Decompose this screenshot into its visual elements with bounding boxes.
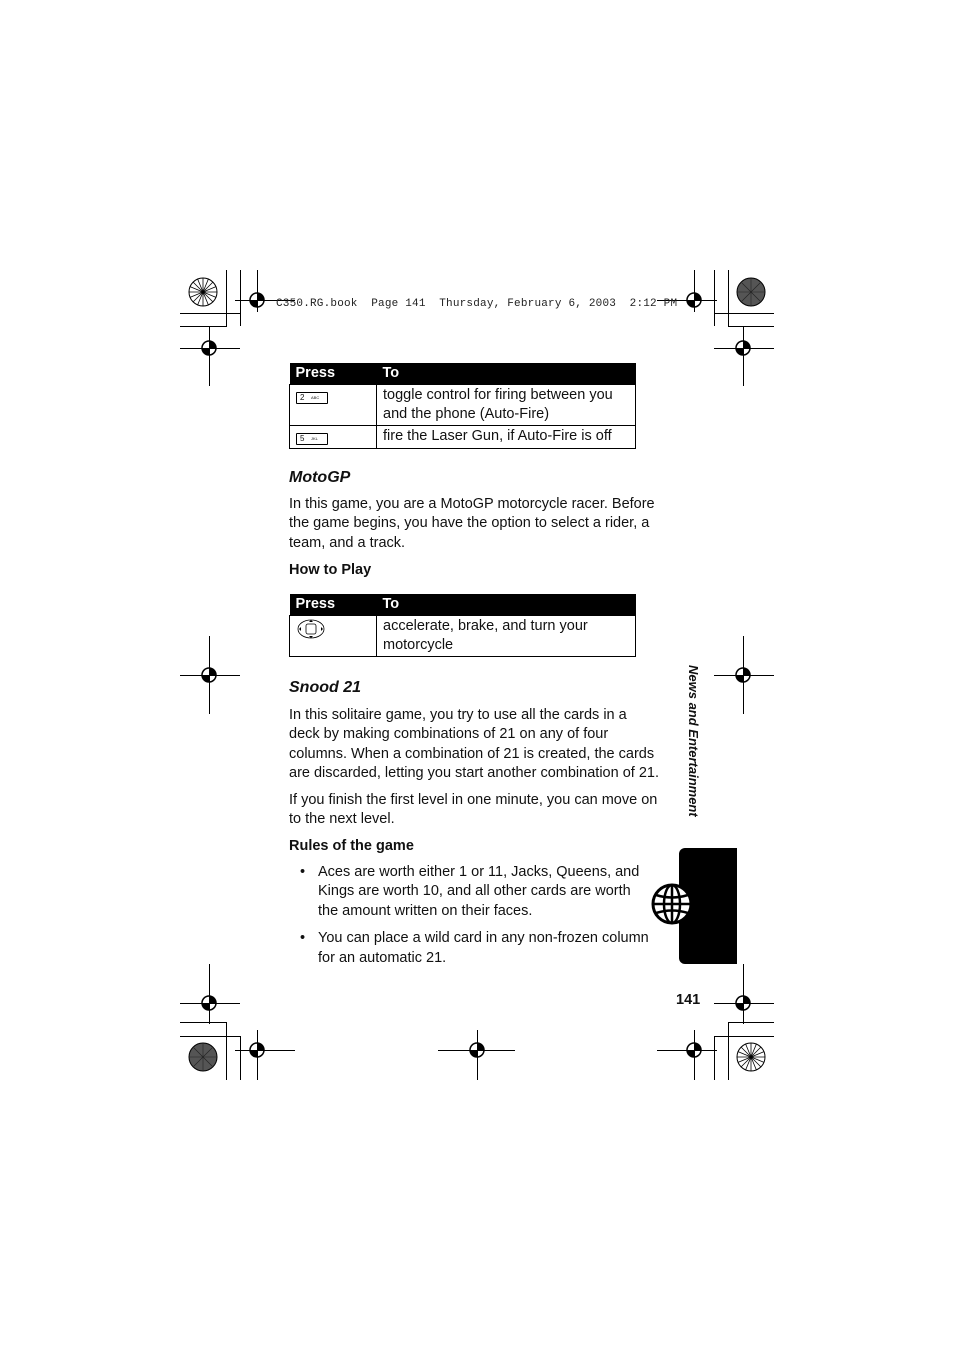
action-text-line: accelerate, brake, and turn your bbox=[383, 618, 588, 634]
list-item: • Aces are worth either 1 or 11, Jacks, Queens, and Kings are worth 10, and all other cards are worth the amount written on their faces. bbox=[289, 863, 649, 921]
list-item: • You can place a wild card in any non-frozen column for an automatic 21. bbox=[289, 929, 649, 968]
section-title-motogp: MotoGP bbox=[289, 469, 351, 486]
key-cell bbox=[290, 426, 377, 449]
book-header-info: C350.RG.book Page 141 Thursday, February 6, 2003 2:12 PM bbox=[276, 298, 678, 310]
keys-table-1 bbox=[289, 363, 636, 449]
action-cell bbox=[377, 385, 636, 426]
side-section-label bbox=[686, 665, 704, 835]
action-text-line: toggle control for firing between you bbox=[383, 387, 613, 403]
navigation-key-icon bbox=[296, 628, 326, 644]
section-title-snood-21: Snood 21 bbox=[289, 679, 362, 696]
globe-icon bbox=[650, 883, 694, 930]
key-2-icon: 2 ABC bbox=[296, 392, 328, 404]
rules-heading: Rules of the game bbox=[289, 838, 414, 854]
key-cell bbox=[290, 616, 377, 657]
starburst-mark-icon bbox=[736, 277, 766, 307]
column-header-press: Press bbox=[290, 363, 377, 385]
keys-table-2 bbox=[289, 594, 636, 657]
starburst-mark-icon bbox=[188, 277, 218, 307]
table-row bbox=[290, 616, 636, 657]
action-cell bbox=[377, 616, 636, 657]
table-header-row bbox=[290, 363, 636, 385]
action-text-line: and the phone (Auto-Fire) bbox=[383, 406, 550, 422]
action-text-line: motorcycle bbox=[383, 637, 454, 653]
snood-next-level-text: If you finish the first level in one minute, you can move on to the next level. bbox=[289, 792, 658, 828]
column-header-to: To bbox=[377, 363, 636, 385]
key-cell bbox=[290, 385, 377, 426]
section-label-text: News and Entertainment bbox=[686, 665, 701, 817]
action-cell: fire the Laser Gun, if Auto-Fire is off bbox=[377, 426, 636, 449]
snood-description: In this solitaire game, you try to use all the cards in a deck by making combinations of 21 on any of four columns. When a combination of 21 is created, the cards are discarded, letting you start another combination of 21. bbox=[289, 707, 659, 782]
rules-list bbox=[289, 863, 649, 976]
page-number: 141 bbox=[676, 992, 701, 1008]
how-to-play-heading: How to Play bbox=[289, 562, 372, 578]
column-header-to: To bbox=[377, 594, 636, 616]
table-row bbox=[290, 426, 636, 449]
table-header-row bbox=[290, 594, 636, 616]
key-5-icon: 5 JKL bbox=[296, 433, 328, 445]
column-header-press: Press bbox=[290, 594, 377, 616]
starburst-mark-icon bbox=[188, 1042, 218, 1072]
motogp-description: In this game, you are a MotoGP motorcycle racer. Before the game begins, you have the option to select a rider, a team, and a track. bbox=[289, 496, 655, 551]
table-row bbox=[290, 385, 636, 426]
starburst-mark-icon bbox=[736, 1042, 766, 1072]
